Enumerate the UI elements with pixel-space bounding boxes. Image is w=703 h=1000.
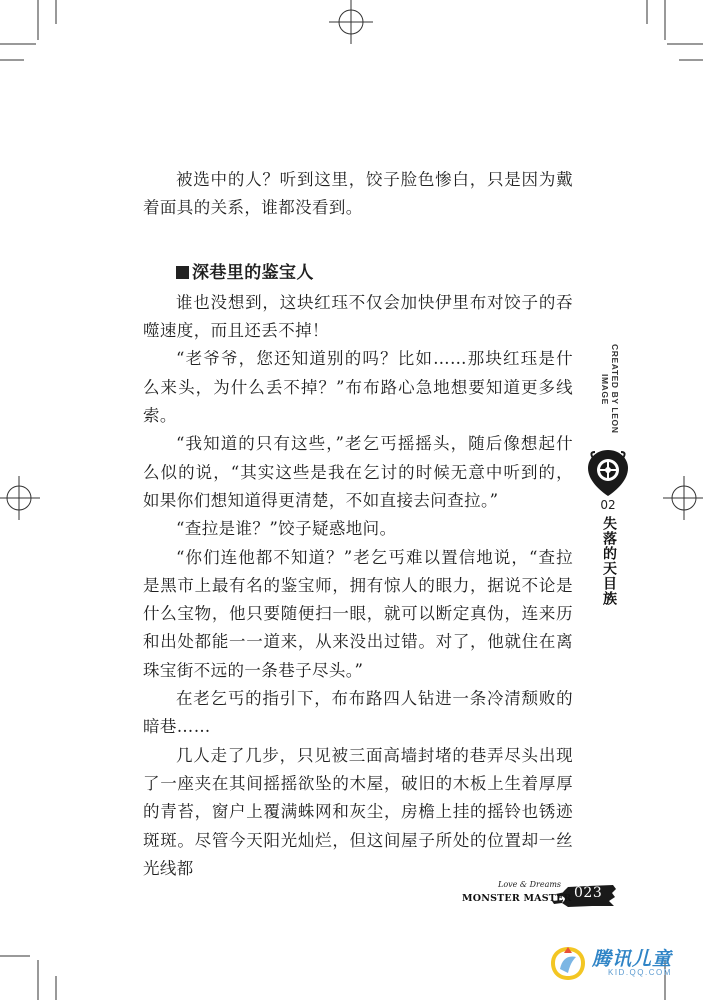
footer-tagline: Love & Dreams [498,880,562,889]
paragraph: 被选中的人？听到这里，饺子脸色惨白，只是因为戴着面具的关系，谁都没看到。 [143,170,573,218]
section-heading-text: 深巷里的鉴宝人 [192,262,314,283]
paragraph: 谁也没想到，这块红珏不仅会加快伊里布对饺子的吞噬速度，而且还丢不掉！ [143,292,573,341]
square-bullet-icon [176,266,189,279]
chapter-side-tab [585,330,635,630]
side-credit: CREATED BY LEON IMAGE [600,344,620,434]
watermark-text: 腾讯儿童 [592,948,673,970]
paragraph: “你们连他都不知道？”老乞丐难以置信地说，“查拉是黑市上最有名的鉴宝师，拥有惊人的眼力，据说不论是什么宝物，他只要随便扫一眼，就可以断定真伪，连来历和出处都能一一道来，从来没出过错。对了，他就住在离珠宝街不远的一条巷子尽头。” [143,547,573,680]
body-text [143,166,573,883]
paragraph: “查拉是谁？”饺子疑惑地问。 [176,519,397,539]
watermark-url: KID.QQ.COM [608,968,672,977]
paragraph: “我知道的只有这些，”老乞丐摇摇头，随后像想起什么似的说，“其实这些是我在乞讨的时候无意中听到的，如果你们想知道得更清楚，不如直接去问查拉。” [143,434,573,510]
watermark-logo-icon [548,943,588,983]
page-number: 023 [574,885,603,901]
paragraph: 在老乞丐的指引下，布布路四人钻进一条冷清颓败的暗巷…… [143,689,573,737]
footer-brand: MONSTER MASTER [462,893,572,904]
section-heading [143,259,573,287]
chapter-number: 02 [600,498,616,512]
ornament-emblem-icon [585,448,631,498]
paragraph: “老爷爷，您还知道别的吗？比如……那块红珏是什么来头，为什么丢不掉？”布布路心急地想要知道更多线索。 [143,349,573,426]
paragraph: 几人走了几步，只见被三面高墙封堵的巷弄尽头出现了一座夹在其间摇摇欲坠的木屋，破旧的木板上生着厚厚的青苔，窗户上覆满蛛网和灰尘，房檐上挂的摇铃也锈迹斑斑。尽管今天阳光灿烂，但这间屋子所处的位置却一丝光线都 [143,745,573,878]
chapter-title: 失落的天目族 [601,516,617,606]
